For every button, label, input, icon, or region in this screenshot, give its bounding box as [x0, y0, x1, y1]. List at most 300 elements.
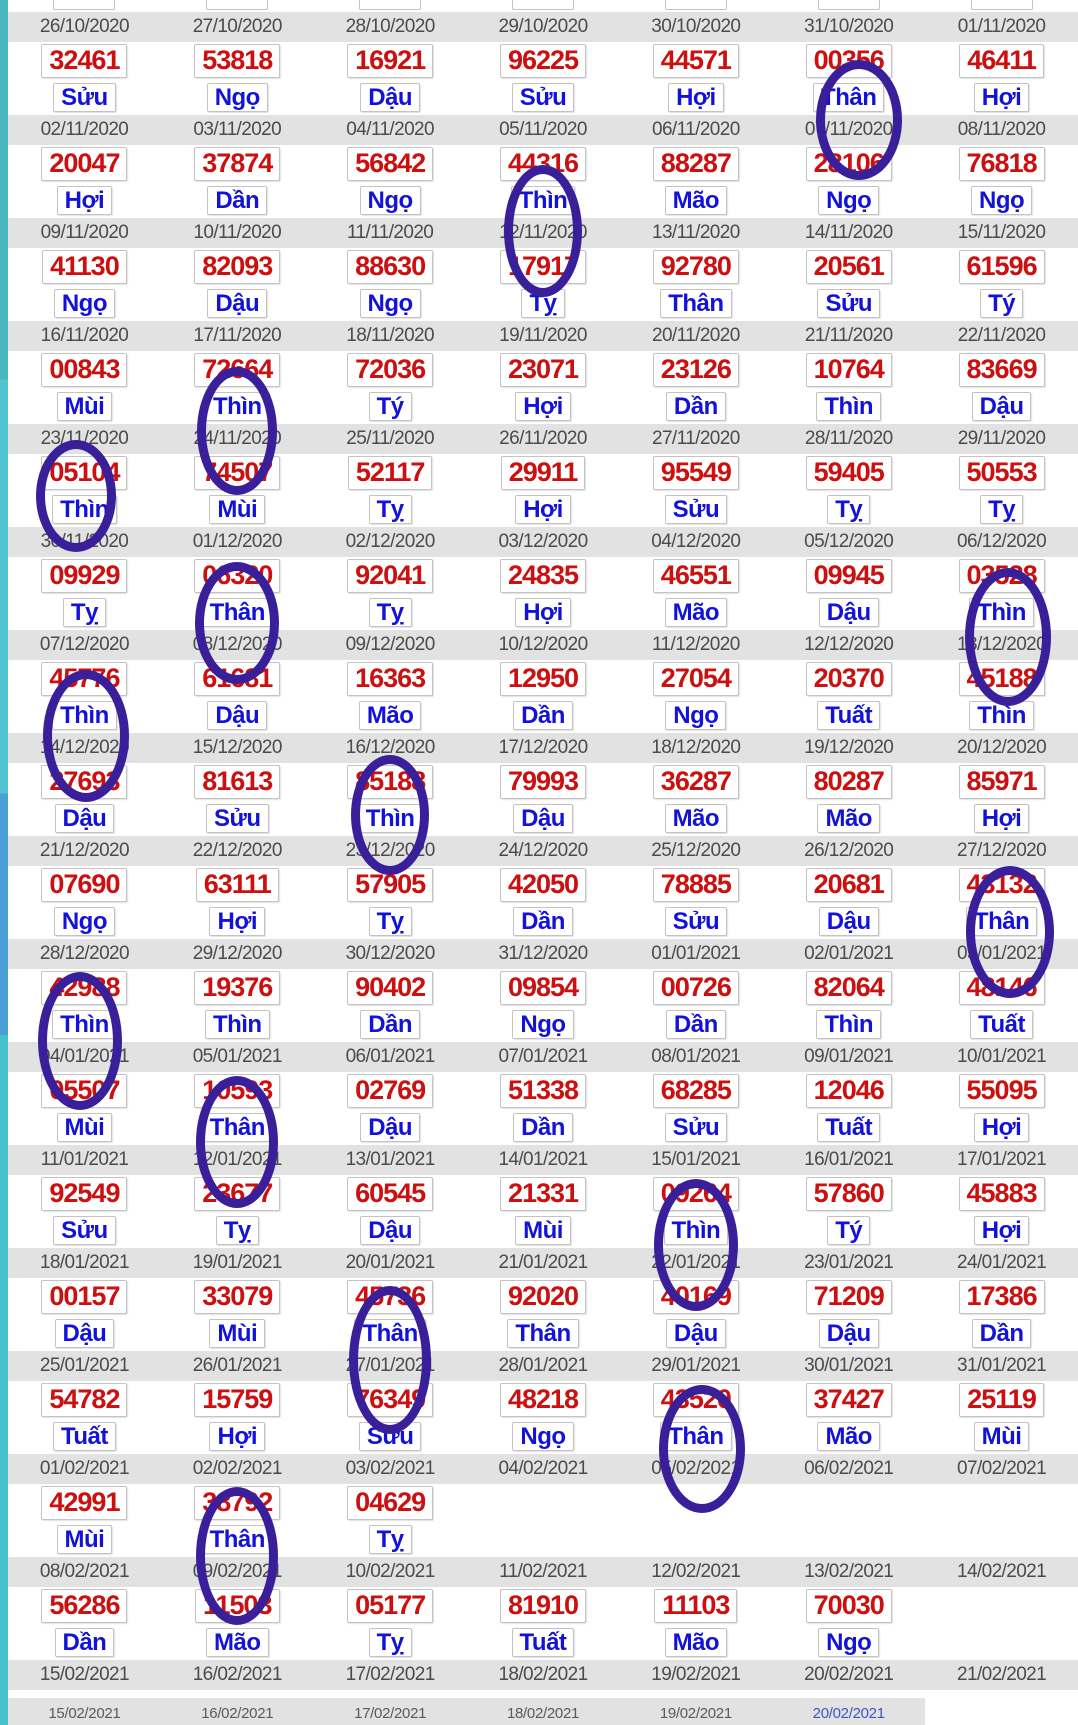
numbers-row	[8, 454, 1078, 492]
zodiacs-row	[8, 1007, 1078, 1042]
result-number: 06320	[194, 559, 280, 592]
footer-date: 16/02/2021	[161, 1698, 314, 1725]
number-cell	[8, 971, 161, 1004]
date-cell: 26/11/2020	[499, 428, 587, 449]
zodiac-label: Hợi	[974, 804, 1030, 834]
zodiac-label: Sửu	[665, 495, 728, 525]
zodiac-label: Thìn	[358, 804, 423, 834]
zodiac-cell	[467, 1319, 620, 1349]
zodiac-cell	[772, 701, 925, 731]
numbers-row	[8, 1381, 1078, 1419]
cutoff-cell	[619, 0, 772, 12]
result-number: 60545	[347, 1177, 433, 1210]
zodiac-label: Hợi	[515, 598, 571, 628]
date-cell: 12/02/2021	[651, 1561, 741, 1582]
left-edge-border	[0, 0, 8, 1725]
zodiac-label: Tý	[369, 392, 412, 422]
number-cell	[619, 1280, 772, 1313]
zodiac-cell	[314, 701, 467, 731]
zodiac-label: Tỵ	[980, 495, 1023, 525]
date-cell: 24/12/2020	[498, 840, 588, 861]
cutoff-box	[359, 0, 421, 10]
result-number: 92020	[500, 1280, 586, 1313]
zodiac-cell	[314, 1113, 467, 1143]
zodiac-cell	[925, 907, 1078, 937]
result-number: 16363	[347, 662, 433, 695]
date-cell: 03/02/2021	[345, 1458, 435, 1479]
result-number: 92549	[41, 1177, 127, 1210]
zodiacs-row	[8, 1419, 1078, 1454]
date-cell: 27/01/2021	[345, 1355, 435, 1376]
zodiac-label: Thìn	[511, 186, 576, 216]
zodiac-cell	[161, 1113, 314, 1143]
zodiac-cell	[619, 907, 772, 937]
result-number: 61596	[959, 250, 1045, 283]
zodiac-label: Mùi	[515, 1216, 571, 1246]
number-cell	[619, 1074, 772, 1107]
zodiac-cell	[467, 1216, 620, 1246]
result-number: 02769	[347, 1074, 433, 1107]
result-number: 41130	[42, 250, 127, 283]
week-row	[8, 1454, 1078, 1557]
zodiac-cell	[772, 598, 925, 628]
number-cell	[8, 353, 161, 386]
result-number: 27054	[653, 662, 739, 695]
zodiac-cell	[161, 83, 314, 113]
result-number: 88287	[653, 147, 739, 180]
result-number: 54782	[41, 1383, 127, 1416]
zodiac-label: Dần	[513, 1113, 573, 1143]
zodiac-cell	[619, 1422, 772, 1452]
zodiac-label: Thân	[813, 83, 884, 113]
result-number: 57905	[347, 868, 433, 901]
zodiac-label: Tuất	[53, 1422, 116, 1452]
cutoff-cell	[467, 0, 620, 12]
date-cell: 25/11/2020	[346, 428, 434, 449]
number-cell	[619, 1383, 772, 1416]
date-cell: 05/12/2020	[804, 531, 894, 552]
zodiac-cell	[314, 1319, 467, 1349]
zodiacs-row	[8, 1110, 1078, 1145]
date-strip	[8, 424, 1078, 454]
result-number: 74507	[194, 456, 280, 489]
results-calendar	[8, 0, 1078, 1725]
zodiac-cell	[619, 1319, 772, 1349]
zodiac-cell	[467, 495, 620, 525]
number-cell	[8, 1280, 161, 1313]
result-number: 15759	[194, 1383, 280, 1416]
number-cell	[467, 1280, 620, 1313]
zodiacs-row	[8, 492, 1078, 527]
date-cell: 13/02/2021	[804, 1561, 894, 1582]
zodiac-cell	[925, 289, 1078, 319]
date-cell: 11/11/2020	[346, 222, 434, 243]
zodiac-cell	[314, 1216, 467, 1246]
footer-date-strip	[8, 1698, 1078, 1725]
zodiac-label: Dần	[666, 392, 726, 422]
zodiac-cell	[8, 907, 161, 937]
week-row	[8, 939, 1078, 1042]
zodiac-cell	[925, 1319, 1078, 1349]
numbers-row	[8, 351, 1078, 389]
zodiac-cell	[619, 186, 772, 216]
result-number: 10593	[194, 1074, 280, 1107]
result-number: 27693	[41, 765, 127, 798]
zodiac-cell	[619, 1113, 772, 1143]
number-cell	[161, 971, 314, 1004]
date-strip	[8, 1660, 1078, 1690]
number-cell	[925, 353, 1078, 386]
date-cell: 15/01/2021	[651, 1149, 741, 1170]
result-number: 59405	[806, 456, 892, 489]
date-cell: 25/12/2020	[651, 840, 741, 861]
zodiac-label: Dần	[207, 186, 267, 216]
zodiac-label: Ngọ	[54, 907, 115, 937]
zodiac-label: Sửu	[53, 1216, 116, 1246]
zodiac-label: Sửu	[359, 1422, 422, 1452]
date-cell: 01/01/2021	[651, 943, 741, 964]
number-cell	[314, 868, 467, 901]
date-cell: 10/02/2021	[345, 1561, 435, 1582]
date-cell: 18/11/2020	[346, 325, 434, 346]
zodiac-cell	[8, 1422, 161, 1452]
zodiacs-row	[8, 1316, 1078, 1351]
zodiacs-row	[8, 595, 1078, 630]
zodiac-label: Ngọ	[818, 186, 879, 216]
date-cell: 29/10/2020	[498, 16, 588, 37]
numbers-row	[8, 42, 1078, 80]
date-cell: 02/11/2020	[40, 119, 129, 140]
zodiac-label: Ngọ	[971, 186, 1032, 216]
result-number: 71209	[806, 1280, 892, 1313]
zodiacs-row	[8, 1522, 1078, 1557]
result-number: 76349	[347, 1383, 433, 1416]
date-cell: 15/12/2020	[192, 737, 282, 758]
zodiac-cell	[161, 598, 314, 628]
date-cell: 26/10/2020	[39, 16, 129, 37]
number-cell	[772, 559, 925, 592]
numbers-row	[8, 1175, 1078, 1213]
zodiac-label: Dậu	[207, 289, 267, 319]
zodiac-label: Thìn	[664, 1216, 729, 1246]
date-cell: 21/11/2020	[804, 325, 893, 346]
zodiac-cell	[8, 495, 161, 525]
week-row	[8, 1557, 1078, 1660]
number-cell	[467, 147, 620, 180]
date-cell: 04/02/2021	[498, 1458, 588, 1479]
zodiac-cell	[619, 701, 772, 731]
number-cell	[314, 1383, 467, 1416]
zodiac-cell	[467, 1628, 620, 1658]
number-cell	[467, 250, 620, 283]
zodiac-label: Dậu	[55, 804, 115, 834]
zodiac-cell	[772, 1216, 925, 1246]
result-number: 82093	[194, 250, 280, 283]
result-number: 12046	[806, 1074, 892, 1107]
date-cell: 12/12/2020	[804, 634, 894, 655]
cutoff-box	[53, 0, 115, 10]
number-cell	[8, 559, 161, 592]
date-cell: 28/10/2020	[345, 16, 435, 37]
zodiac-cell	[925, 1422, 1078, 1452]
number-cell	[772, 1280, 925, 1313]
number-cell	[8, 868, 161, 901]
result-number: 05507	[41, 1074, 127, 1107]
week-row	[8, 630, 1078, 733]
zodiac-label: Tỵ	[369, 495, 412, 525]
week-row	[8, 115, 1078, 218]
number-cell	[314, 1074, 467, 1107]
number-cell	[467, 353, 620, 386]
number-cell	[314, 971, 467, 1004]
numbers-row	[8, 969, 1078, 1007]
footer-date: 19/02/2021	[619, 1698, 772, 1725]
result-number: 56286	[41, 1589, 127, 1622]
result-number: 23126	[653, 353, 739, 386]
number-cell	[8, 250, 161, 283]
zodiac-cell	[772, 1113, 925, 1143]
result-number: 04629	[347, 1486, 433, 1519]
zodiac-cell	[161, 1216, 314, 1246]
zodiac-label: Sửu	[206, 804, 269, 834]
number-cell	[8, 1589, 161, 1622]
zodiac-cell	[8, 1010, 161, 1040]
number-cell	[467, 559, 620, 592]
number-cell	[772, 971, 925, 1004]
zodiac-cell	[619, 598, 772, 628]
result-number: 00157	[41, 1280, 127, 1313]
zodiac-cell	[772, 1319, 925, 1349]
number-cell	[161, 1383, 314, 1416]
zodiac-label: Mùi	[974, 1422, 1030, 1452]
date-strip	[8, 1145, 1078, 1175]
zodiac-label: Sửu	[512, 83, 575, 113]
zodiac-label: Tuất	[970, 1010, 1033, 1040]
zodiac-cell	[8, 1319, 161, 1349]
zodiac-cell	[772, 392, 925, 422]
result-number: 45188	[959, 662, 1045, 695]
date-cell: 11/01/2021	[40, 1149, 129, 1170]
week-row	[8, 1660, 1078, 1690]
result-number: 29911	[501, 456, 586, 489]
numbers-row	[8, 1587, 1078, 1625]
week-row	[8, 1042, 1078, 1145]
number-cell	[925, 456, 1078, 489]
zodiac-cell	[772, 83, 925, 113]
number-cell	[925, 868, 1078, 901]
week-row	[8, 1145, 1078, 1248]
zodiac-cell	[772, 907, 925, 937]
zodiac-cell	[161, 1422, 314, 1452]
result-number: 96225	[500, 44, 586, 77]
date-cell: 18/12/2020	[651, 737, 741, 758]
date-cell: 20/12/2020	[957, 737, 1047, 758]
footer-date: 15/02/2021	[8, 1698, 161, 1725]
number-cell	[467, 868, 620, 901]
result-number: 80287	[806, 765, 892, 798]
zodiac-cell	[467, 83, 620, 113]
result-number: 45883	[959, 1177, 1045, 1210]
number-cell	[467, 1589, 620, 1622]
zodiac-cell	[161, 1010, 314, 1040]
date-cell: 06/01/2021	[345, 1046, 435, 1067]
cutoff-cell	[772, 0, 925, 12]
zodiac-cell	[314, 1628, 467, 1658]
result-number: 05177	[347, 1589, 433, 1622]
zodiacs-row	[8, 183, 1078, 218]
result-number: 03528	[959, 559, 1045, 592]
date-cell: 12/11/2020	[499, 222, 587, 243]
zodiac-label: Sửu	[817, 289, 880, 319]
number-cell	[772, 147, 925, 180]
date-cell: 09/11/2020	[40, 222, 129, 243]
number-cell	[8, 1383, 161, 1416]
number-cell	[925, 250, 1078, 283]
date-cell: 27/10/2020	[192, 16, 282, 37]
zodiac-label: Hợi	[974, 1216, 1030, 1246]
number-cell	[314, 1589, 467, 1622]
zodiac-label: Tý	[980, 289, 1023, 319]
zodiac-label: Tỵ	[216, 1216, 259, 1246]
zodiac-cell	[925, 701, 1078, 731]
zodiac-cell	[8, 1525, 161, 1555]
zodiac-cell	[619, 289, 772, 319]
date-cell: 13/12/2020	[957, 634, 1047, 655]
date-strip	[8, 321, 1078, 351]
result-number: 10764	[806, 353, 892, 386]
date-cell: 13/11/2020	[652, 222, 740, 243]
cutoff-box	[512, 0, 574, 10]
zodiac-label: Tỵ	[521, 289, 564, 319]
zodiac-cell	[619, 495, 772, 525]
result-number: 36287	[653, 765, 739, 798]
zodiac-cell	[619, 83, 772, 113]
result-number: 25119	[959, 1383, 1044, 1416]
date-strip	[8, 939, 1078, 969]
cutoff-cell	[314, 0, 467, 12]
date-cell: 23/12/2020	[345, 840, 435, 861]
result-number: 16921	[347, 44, 433, 77]
zodiac-label: Mão	[206, 1628, 269, 1658]
date-cell: 23/11/2020	[40, 428, 129, 449]
date-cell: 16/02/2021	[192, 1664, 282, 1685]
number-cell	[925, 147, 1078, 180]
zodiac-cell	[314, 495, 467, 525]
zodiac-label: Hợi	[209, 907, 265, 937]
number-cell	[925, 44, 1078, 77]
zodiac-cell	[467, 289, 620, 319]
date-cell: 27/11/2020	[652, 428, 740, 449]
zodiac-label: Dần	[360, 1010, 420, 1040]
date-cell: 10/11/2020	[193, 222, 282, 243]
zodiac-label: Tuất	[817, 1113, 880, 1143]
date-cell: 30/11/2020	[40, 531, 129, 552]
zodiac-label: Mùi	[209, 495, 265, 525]
zodiac-cell	[314, 598, 467, 628]
zodiac-cell	[467, 1113, 620, 1143]
date-cell: 27/12/2020	[957, 840, 1047, 861]
zodiac-cell	[8, 1216, 161, 1246]
date-cell: 01/02/2021	[39, 1458, 129, 1479]
zodiac-label: Dậu	[207, 701, 267, 731]
zodiac-label: Thìn	[816, 392, 881, 422]
result-number: 17386	[959, 1280, 1045, 1313]
zodiac-label: Mão	[817, 804, 880, 834]
number-cell	[8, 765, 161, 798]
result-number: 42050	[500, 868, 586, 901]
result-number: 28106	[806, 147, 892, 180]
number-cell	[161, 1589, 314, 1622]
date-cell: 16/11/2020	[40, 325, 129, 346]
zodiac-label: Tỵ	[369, 907, 412, 937]
result-number: 05104	[41, 456, 127, 489]
zodiac-label: Ngọ	[360, 186, 421, 216]
zodiac-cell	[161, 1628, 314, 1658]
result-number: 20370	[806, 662, 892, 695]
zodiac-label: Hợi	[668, 83, 724, 113]
numbers-row	[8, 1278, 1078, 1316]
date-cell: 16/01/2021	[804, 1149, 894, 1170]
date-cell: 19/01/2021	[192, 1252, 282, 1273]
date-cell: 06/11/2020	[652, 119, 740, 140]
result-number: 81613	[194, 765, 280, 798]
number-cell	[161, 456, 314, 489]
number-cell	[314, 44, 467, 77]
cutoff-row	[8, 0, 1078, 12]
date-cell: 14/12/2020	[39, 737, 129, 758]
date-strip	[8, 836, 1078, 866]
date-cell: 03/12/2020	[498, 531, 588, 552]
zodiac-label: Hợi	[57, 186, 113, 216]
cutoff-box	[971, 0, 1033, 10]
zodiacs-row	[8, 1625, 1078, 1660]
date-cell: 17/01/2021	[957, 1149, 1047, 1170]
number-cell	[619, 1177, 772, 1210]
zodiac-label: Thìn	[205, 1010, 270, 1040]
zodiac-label: Thân	[660, 1422, 731, 1452]
result-number: 24835	[500, 559, 586, 592]
number-cell	[161, 1280, 314, 1313]
number-cell	[925, 1383, 1078, 1416]
number-cell	[467, 1074, 620, 1107]
date-cell: 03/01/2021	[957, 943, 1047, 964]
date-strip	[8, 218, 1078, 248]
week-row	[8, 1248, 1078, 1351]
number-cell	[619, 971, 772, 1004]
zodiac-cell	[314, 392, 467, 422]
result-number: 33079	[194, 1280, 280, 1313]
zodiac-label: Tỵ	[369, 598, 412, 628]
zodiacs-row	[8, 286, 1078, 321]
date-cell: 30/10/2020	[651, 16, 741, 37]
result-number: 00726	[653, 971, 739, 1004]
result-number: 46411	[959, 44, 1044, 77]
date-cell: 29/12/2020	[192, 943, 282, 964]
zodiac-cell	[467, 701, 620, 731]
zodiac-cell	[772, 1010, 925, 1040]
zodiac-label: Mão	[665, 186, 728, 216]
date-strip	[8, 733, 1078, 763]
zodiac-cell	[8, 701, 161, 731]
number-cell	[772, 1589, 925, 1622]
footer-date-link[interactable]: 20/02/2021	[772, 1698, 925, 1725]
result-number: 23677	[194, 1177, 280, 1210]
result-number: 72664	[194, 353, 280, 386]
zodiacs-row	[8, 904, 1078, 939]
result-number: 42988	[41, 971, 127, 1004]
result-number: 32461	[41, 44, 127, 77]
result-number: 63111	[196, 868, 279, 901]
